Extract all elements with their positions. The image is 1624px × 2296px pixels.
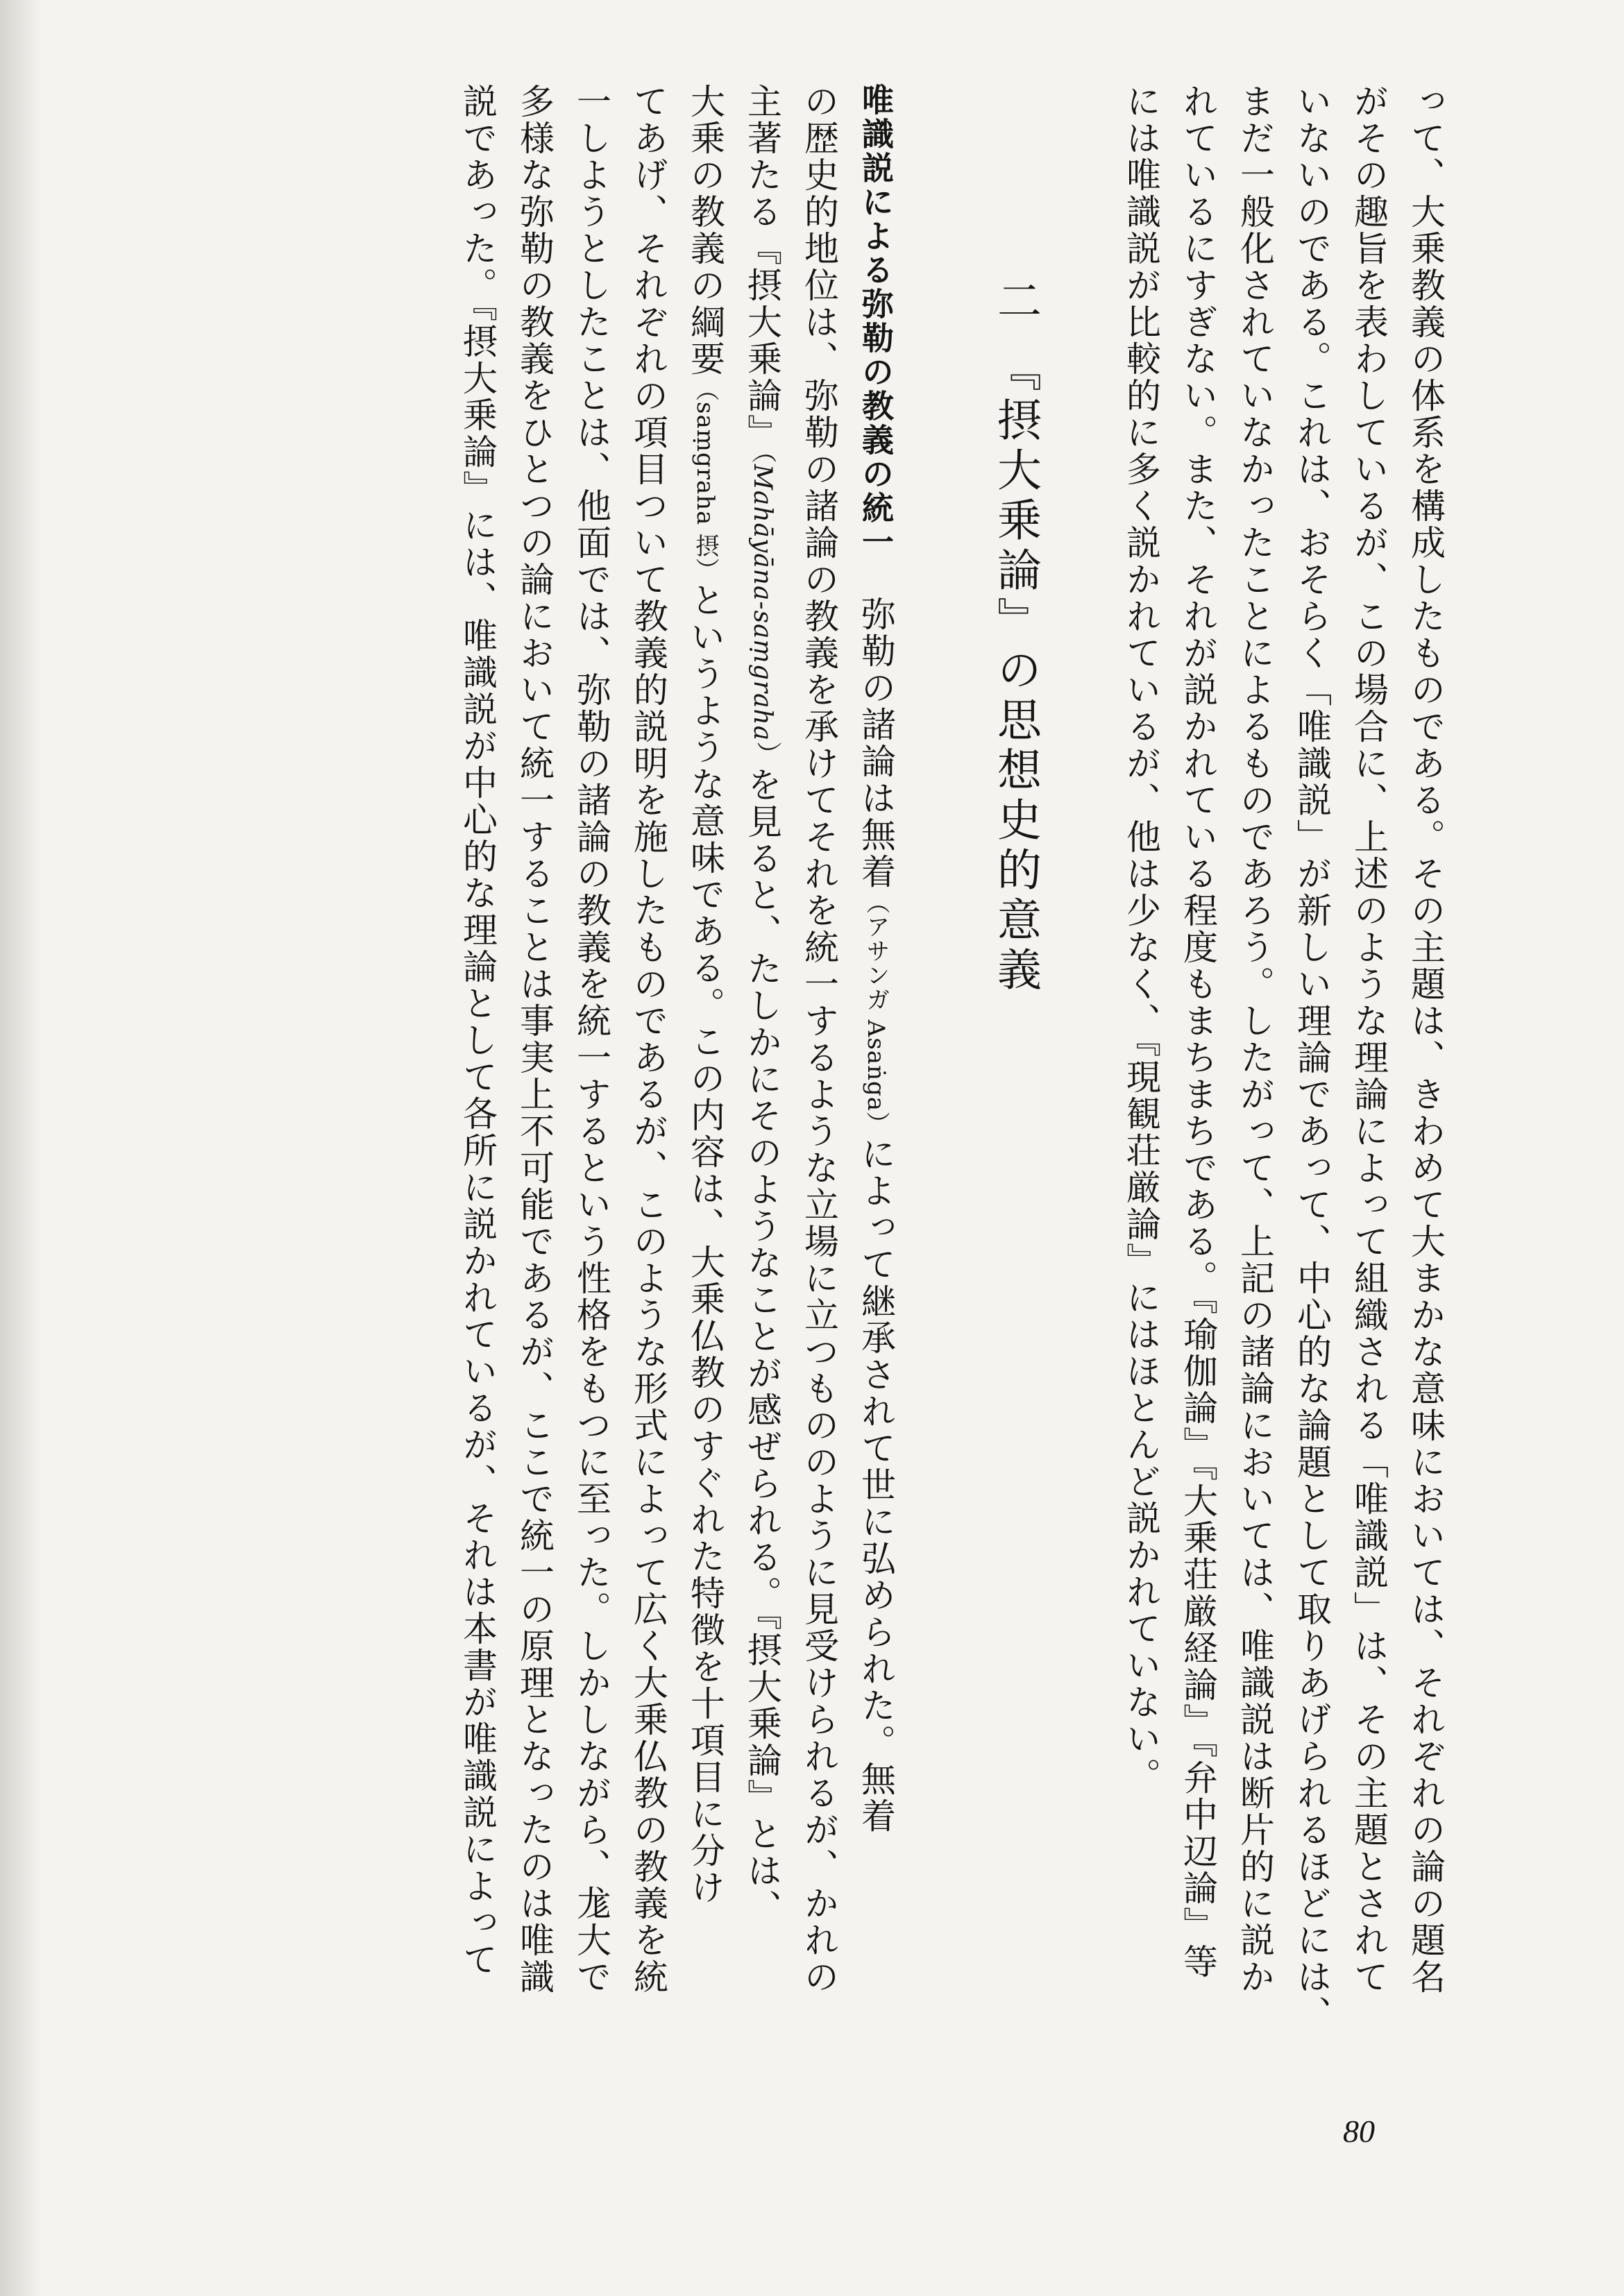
text-column-3: いないのである。これは、おそらく「唯識説」が新しい理論であって、中心的な論題として取りあげられるほどには、 (1292, 83, 1332, 2032)
text-column-9 (737, 83, 787, 2054)
text-run: 大乗の教義の綱要 (685, 83, 725, 377)
text-column-6: には唯識説が比較的に多く説かれているが、他は少なく、『現観荘厳論』にはほとんど説かれていない。 (1121, 83, 1161, 1794)
text-column-5: れているにすぎない。また、それが説かれている程度もまちまちである。『瑜伽論』『大乗荘厳経論』『弁中辺論』等 (1178, 83, 1218, 1980)
text-run: を見ると、たしかにそのようなことが感ぜられる。『摂大乗論』とは、 (742, 767, 782, 1927)
text-run: 弥勒の諸論は無着 (856, 559, 896, 890)
scan-shadow (0, 0, 42, 2296)
text-run: 主著たる『摂大乗論』 (742, 83, 782, 451)
text-run: というような意味である。この内容は、大乗仏教のすぐれた特徴を十項目に分け (685, 582, 725, 1907)
gloss-asanga: （アサンガ Asaṅga） (862, 890, 890, 1137)
text-column-8: の歴史的地位は、弥勒の諸論の教義を承けてそれを統一するような立場に立つもののように見受けられるが、かれの (799, 83, 839, 1996)
section-title: 二 『摂大乗論』の思想史的意義 (990, 278, 1041, 997)
gloss-samgraha: （saṃgraha 摂） (691, 377, 719, 583)
gloss-mahayana-samgraha: （Mahāyāna-saṃgraha） (748, 451, 777, 767)
text-column-2: がその趣旨を表わしているが、この場合に、上述のような理論によって組織される「唯識説」は、その主題とされて (1348, 83, 1389, 1996)
text-column-12: 一しようとしたことは、他面では、弥勒の諸論の教義を統一するという性格をもつに至った。しかしながら、尨大で (571, 83, 611, 1996)
text-column-11: てあげ、それぞれの項目ついて教義的説明を施したものであるが、このような形式によって広く大乗仏教の教義を統 (628, 83, 668, 1996)
text-column-1: って、大乗教義の体系を構成したものである。その主題は、きわめて大まかな意味においては、それぞれの論の題名 (1405, 83, 1446, 1996)
text-column-7 (851, 83, 901, 2054)
text-column-10 (680, 83, 730, 2054)
text-column-4: まだ一般化されていなかったことによるものであろう。したがって、上記の諸論においては、唯識説は断片的に説か (1235, 83, 1275, 1996)
text-column-13: 多様な弥勒の教義をひとつの論において統一することは事実上不可能であるが、ここで統一の原理となったのは唯識 (514, 83, 555, 1996)
page-number: 80 (1343, 2114, 1375, 2149)
text-column-14: 説であった。『摂大乗論』には、唯識説が中心的な理論として各所に説かれているが、それは本書が唯識説によって (457, 83, 498, 1978)
subsection-heading: 唯識説による弥勒の教義の統一 (857, 83, 895, 559)
text-run: によって継承されて世に弘められた。無着 (856, 1136, 896, 1835)
